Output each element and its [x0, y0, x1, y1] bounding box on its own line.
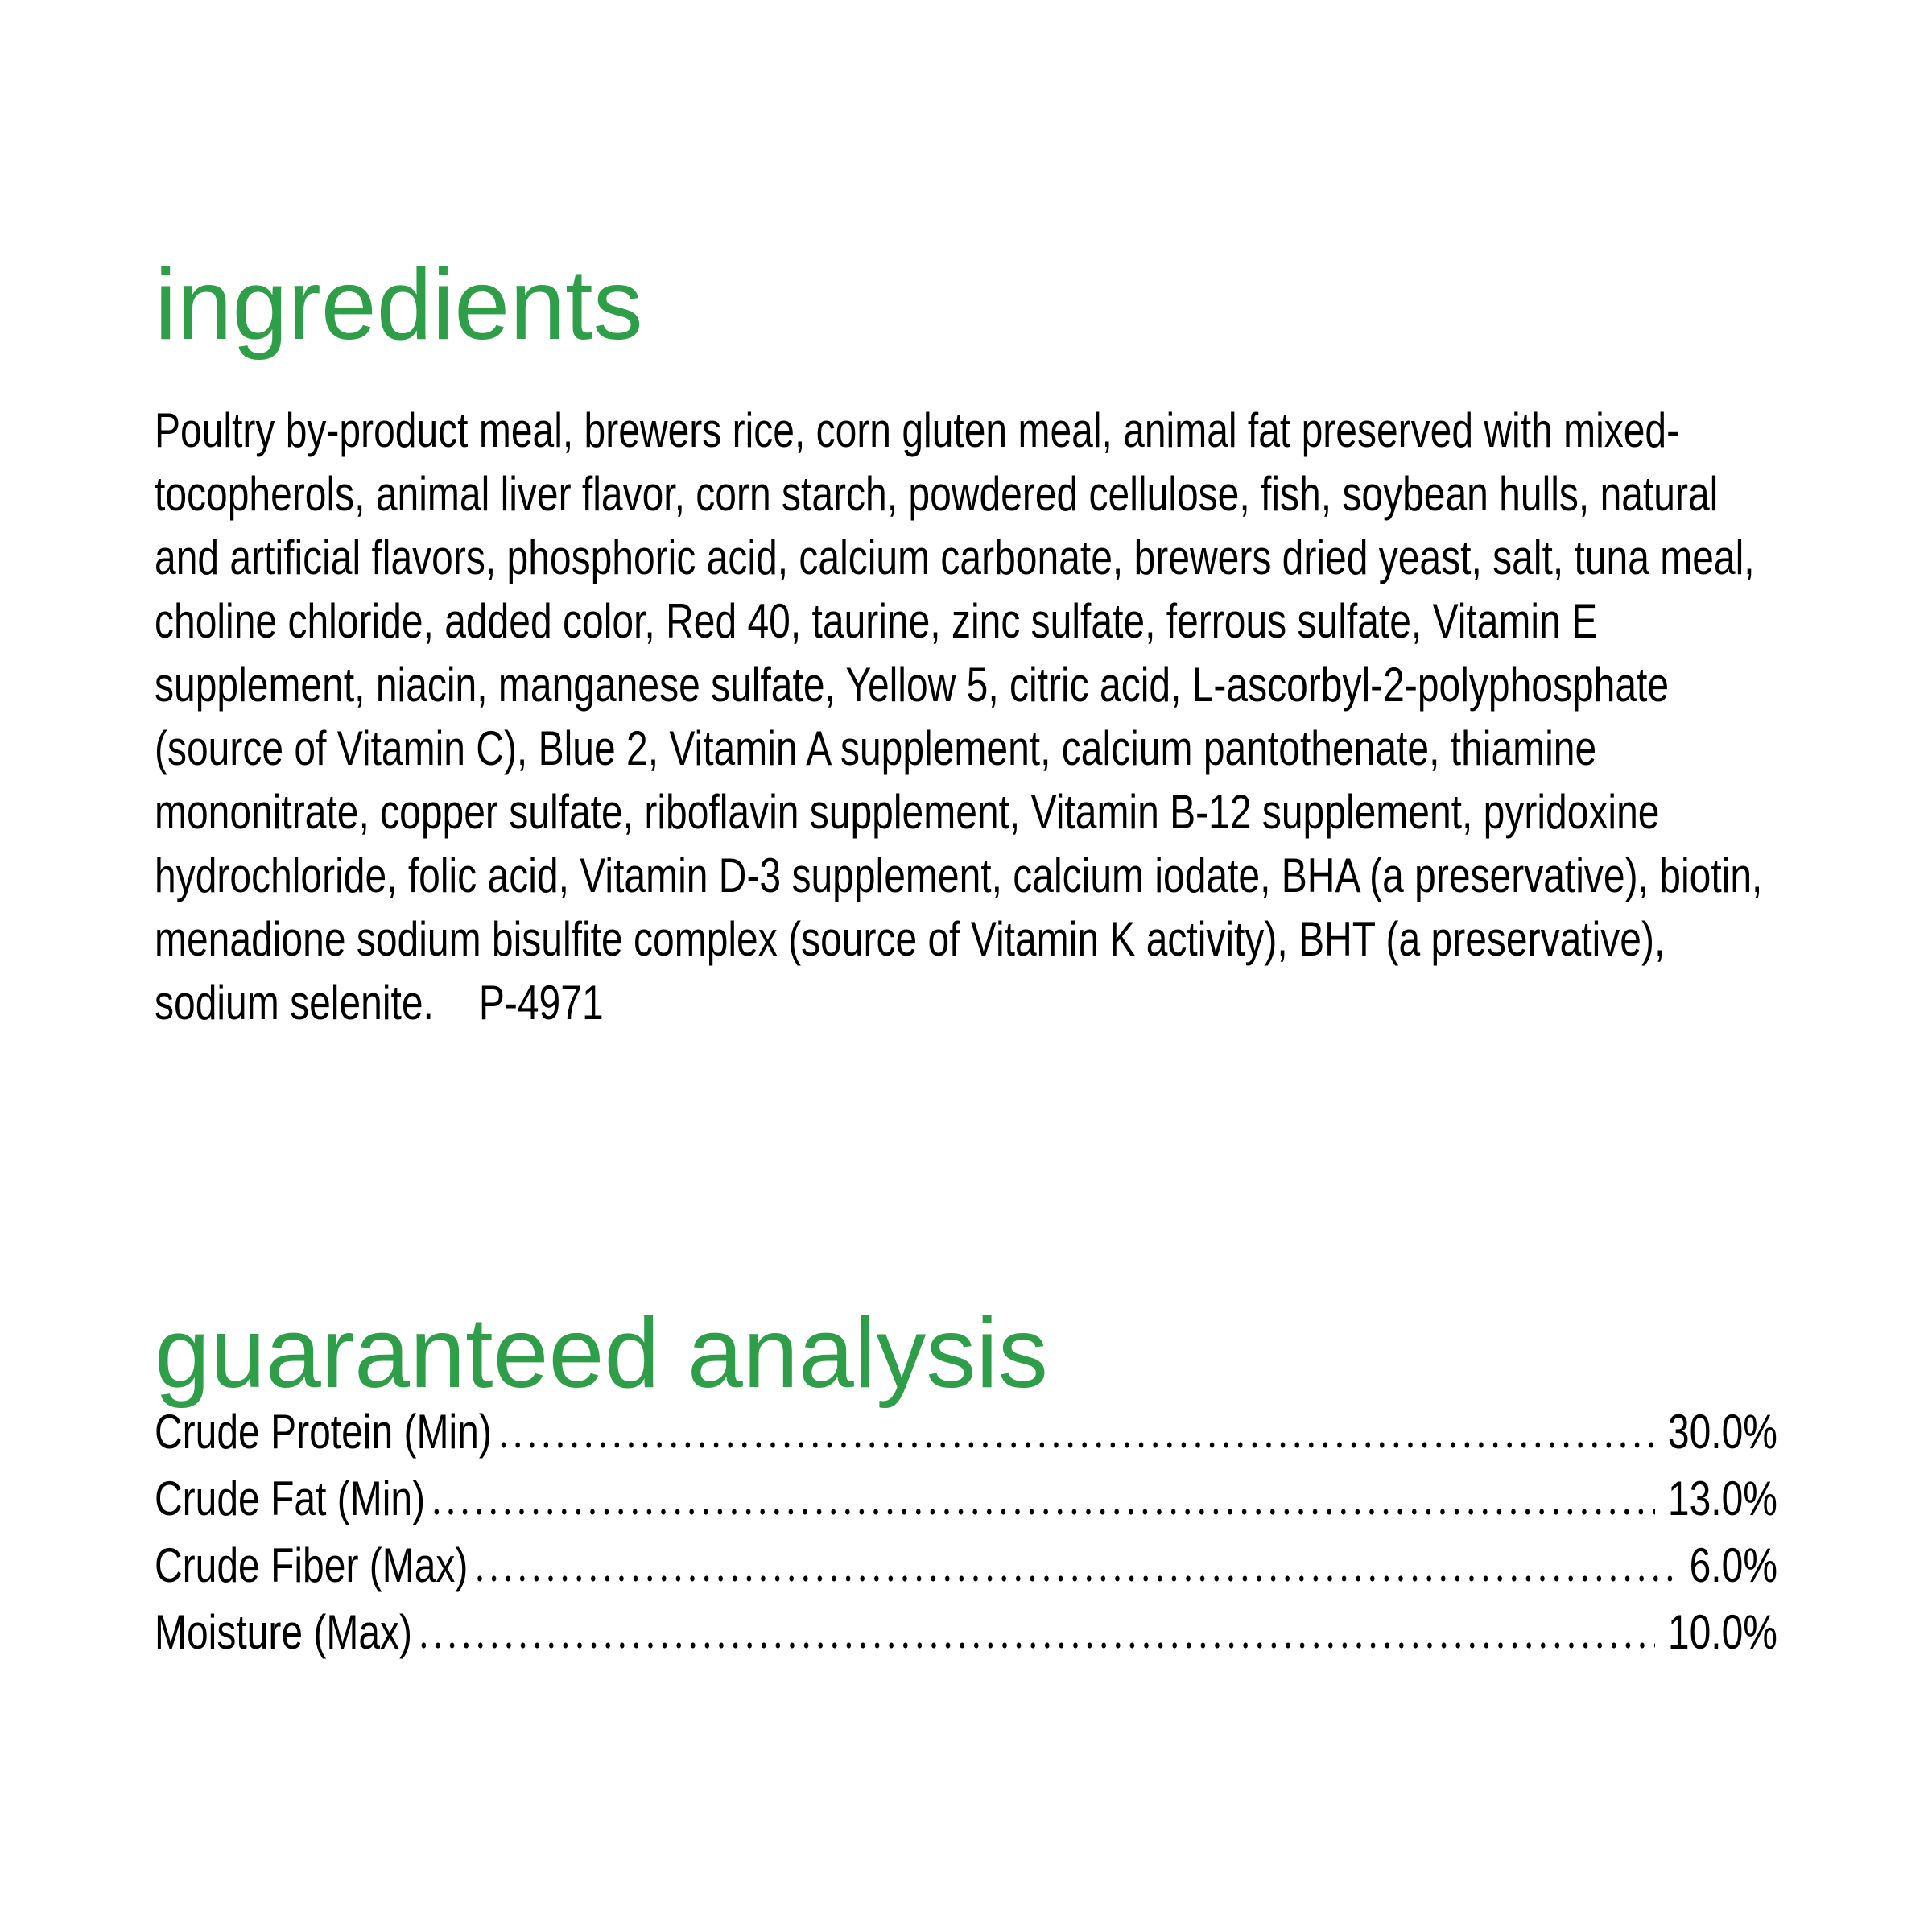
table-row-crude-fiber: [155, 1532, 1777, 1599]
dot-leader: [421, 1642, 1655, 1649]
row-label: Crude Fiber (Max): [155, 1538, 469, 1592]
row-label: Crude Fat (Min): [155, 1472, 426, 1525]
ingredients-heading: ingredients: [155, 250, 643, 361]
row-value: 10.0%: [1667, 1605, 1777, 1659]
guaranteed-analysis-heading: guaranteed analysis: [155, 1298, 1048, 1410]
row-label: Moisture (Max): [155, 1605, 413, 1659]
guaranteed-analysis-table: [155, 1398, 1777, 1666]
ingredients-paragraph: [155, 398, 1777, 1034]
row-label: Crude Protein (Min): [155, 1405, 492, 1459]
table-row-crude-fat: [155, 1465, 1777, 1532]
dot-leader: [501, 1442, 1655, 1448]
product-code: P-4971: [478, 976, 604, 1030]
row-value: 13.0%: [1667, 1472, 1777, 1525]
table-row-moisture: [155, 1599, 1777, 1666]
row-value: 6.0%: [1689, 1538, 1777, 1592]
table-row-crude-protein: [155, 1398, 1777, 1465]
dot-leader: [477, 1575, 1677, 1582]
row-value: 30.0%: [1667, 1405, 1777, 1459]
dot-leader: [434, 1509, 1655, 1515]
ingredients-list-text: Poultry by-product meal, brewers rice, corn gluten meal, animal fat preserved with mixed-tocopherols, animal liver flavor, corn starch, powdered cellulose, fish, soybean hulls, natural and artificial flavors, phosphoric acid, calcium carbonate, brewers dried yeast, salt, tuna meal, choline chloride, added color, Red 40, taurine, zinc sulfate, ferrous sulfate, Vitamin E supplement, niacin, manganese sulfate, Yellow 5, citric acid, L-ascorbyl-2-polyphosphate (source of Vitamin C), Blue 2, Vitamin A supplement, calcium pantothenate, thiamine mononitrate, copper sulfate, riboflavin supplement, Vitamin B-12 supplement, pyridoxine hydrochloride, folic acid, Vitamin D-3 supplement, calcium iodate, BHA (a preservative), biotin, menadione sodium bisulfite complex (source of Vitamin K activity), BHT (a preservative), sodium selenite.: [155, 403, 1763, 1030]
